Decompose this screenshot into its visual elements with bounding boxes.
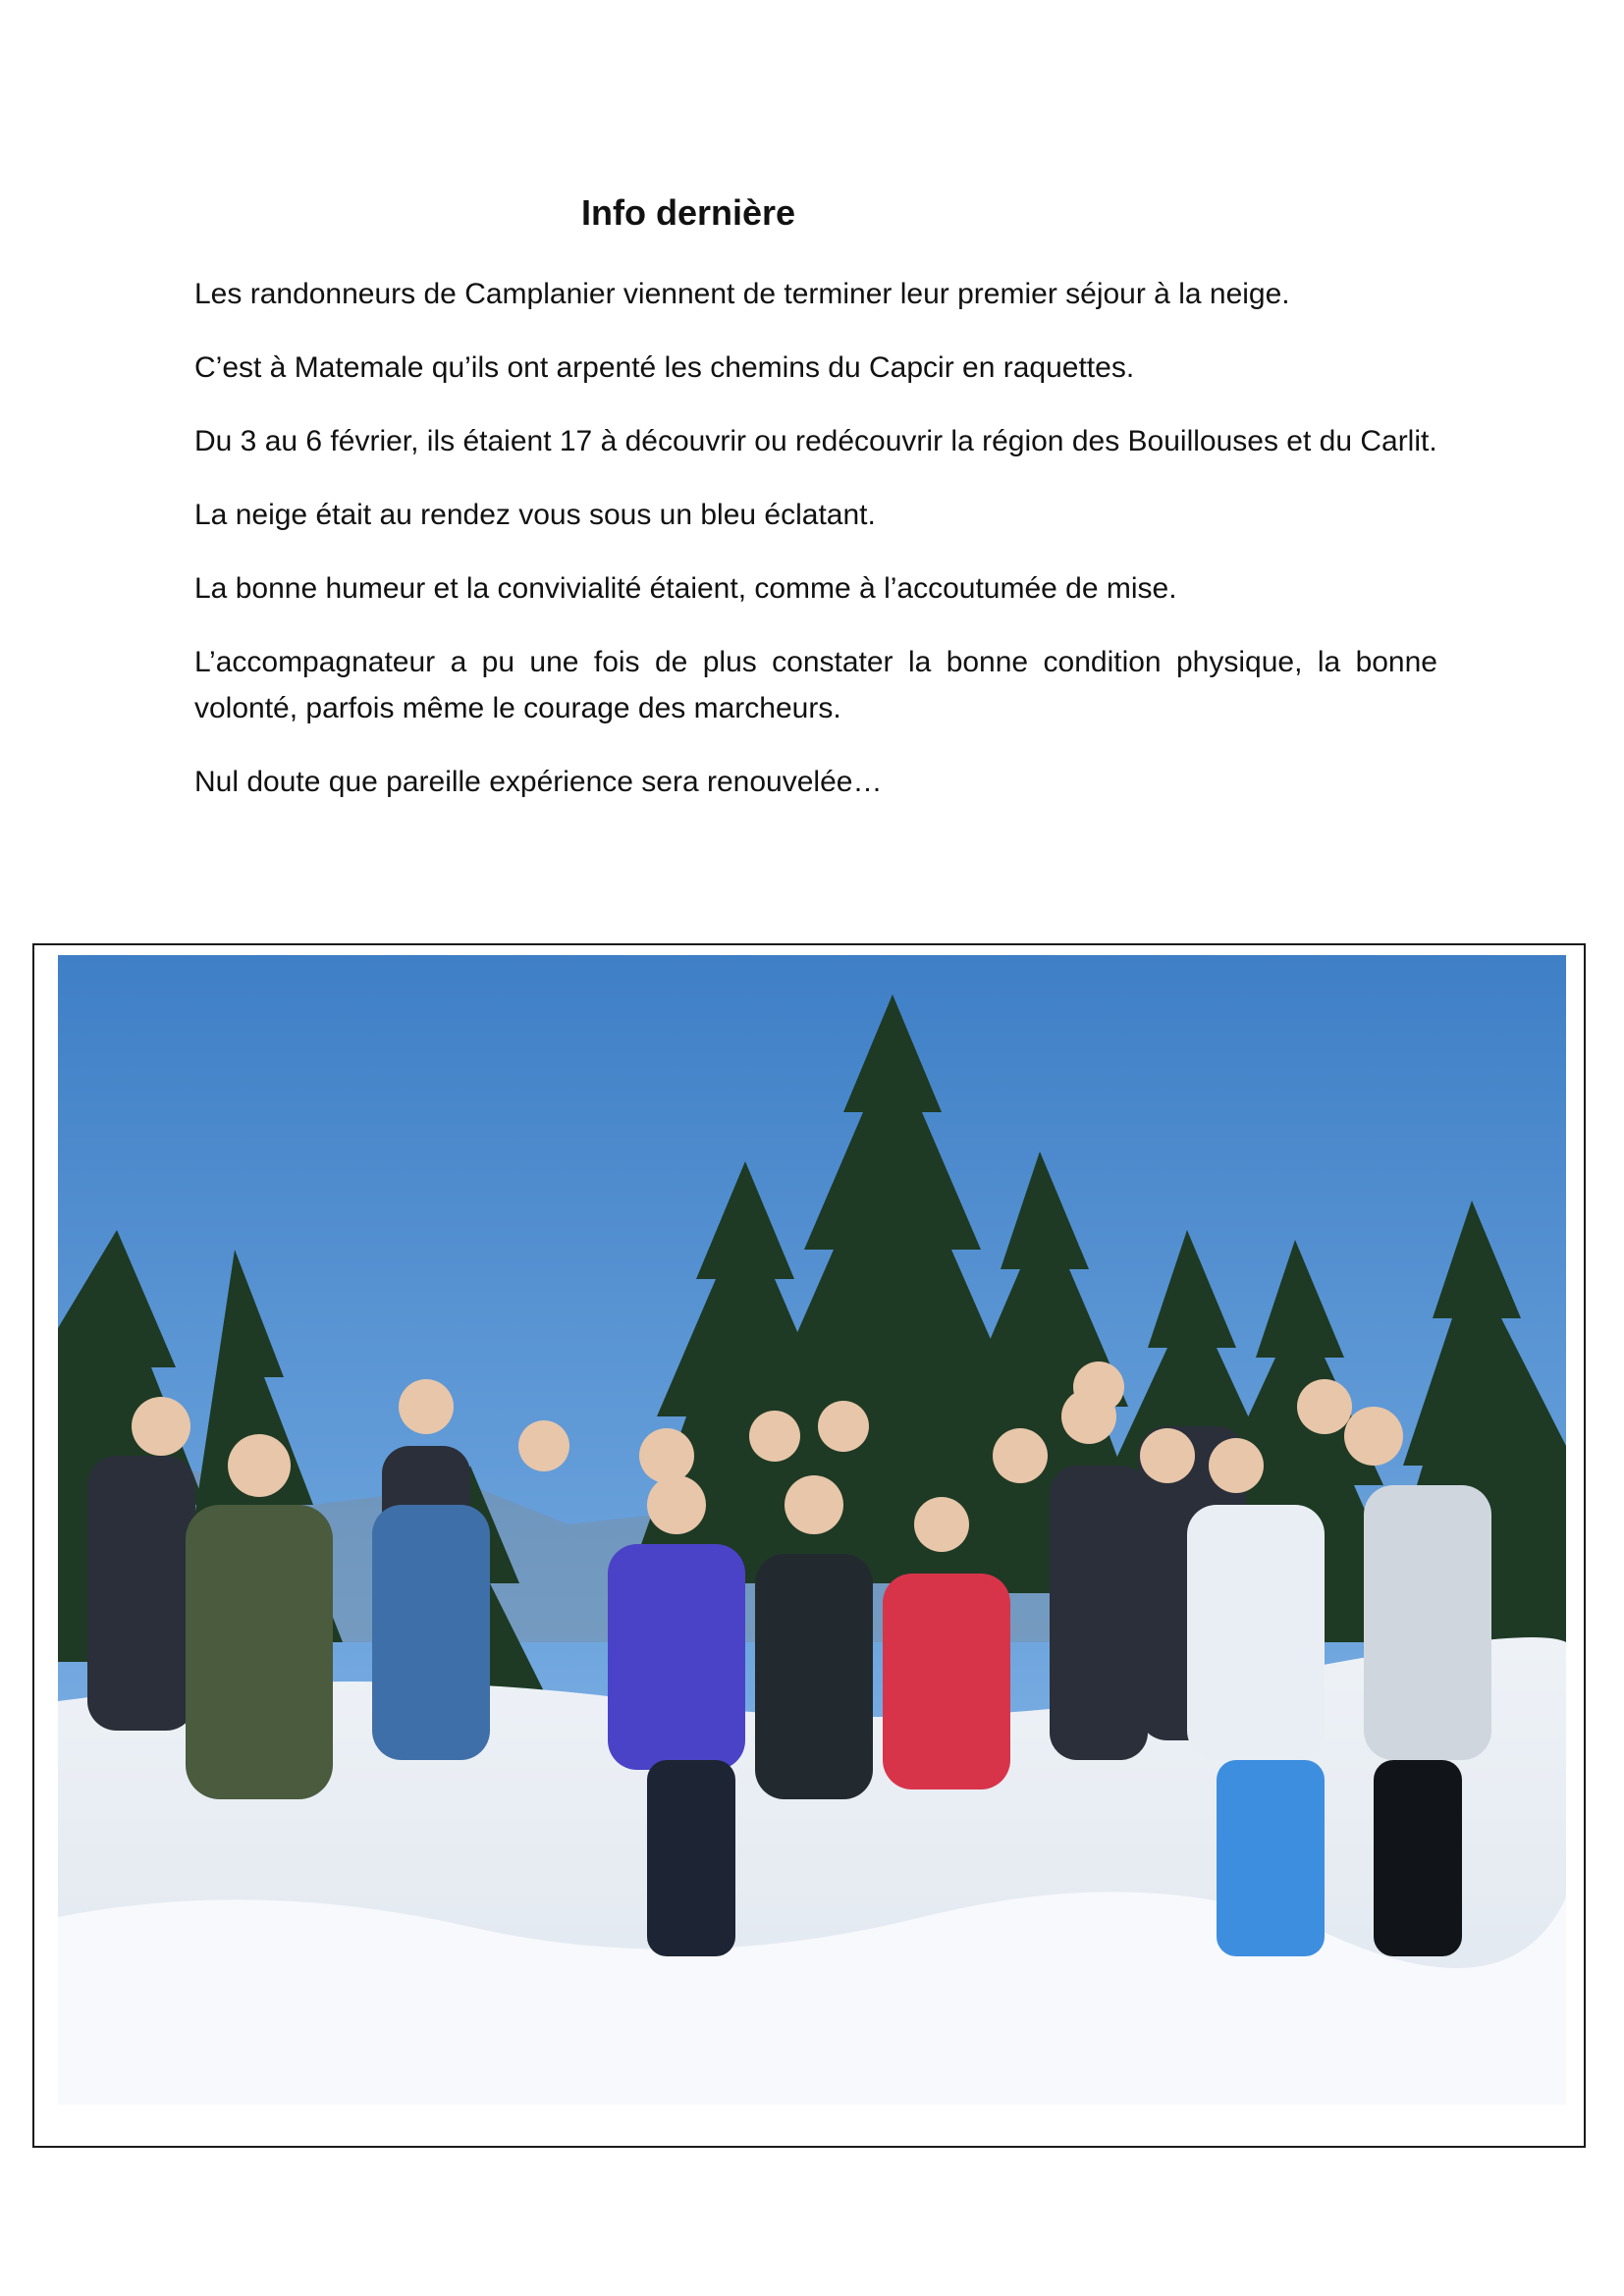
article-body: [194, 271, 1437, 832]
paragraph-7: Nul doute que pareille expérience sera renouvelée…: [194, 766, 883, 798]
photo-frame: [32, 943, 1586, 2148]
paragraph-1: Les randonneurs de Camplanier viennent de terminer leur premier séjour à la neige.: [194, 278, 1290, 310]
paragraph-4: La neige était au rendez vous sous un bleu éclatant.: [194, 499, 876, 531]
paragraph-3: Du 3 au 6 février, ils étaient 17 à découvrir ou redécouvrir la région des Bouillouses et du Carlit.: [194, 425, 1437, 457]
paragraph-2: C’est à Matemale qu’ils ont arpenté les chemins du Capcir en raquettes.: [194, 351, 1135, 384]
group-photo-illustration: [58, 955, 1566, 2105]
paragraph-6: L’accompagnateur a pu une fois de plus constater la bonne condition physique, la bonne volonté, parfois même le courage des marcheurs.: [194, 646, 1437, 724]
group-photo: [58, 955, 1566, 2105]
page-title: Info dernière: [581, 192, 796, 233]
paragraph-5: La bonne humeur et la convivialité étaient, comme à l’accoutumée de mise.: [194, 572, 1177, 605]
